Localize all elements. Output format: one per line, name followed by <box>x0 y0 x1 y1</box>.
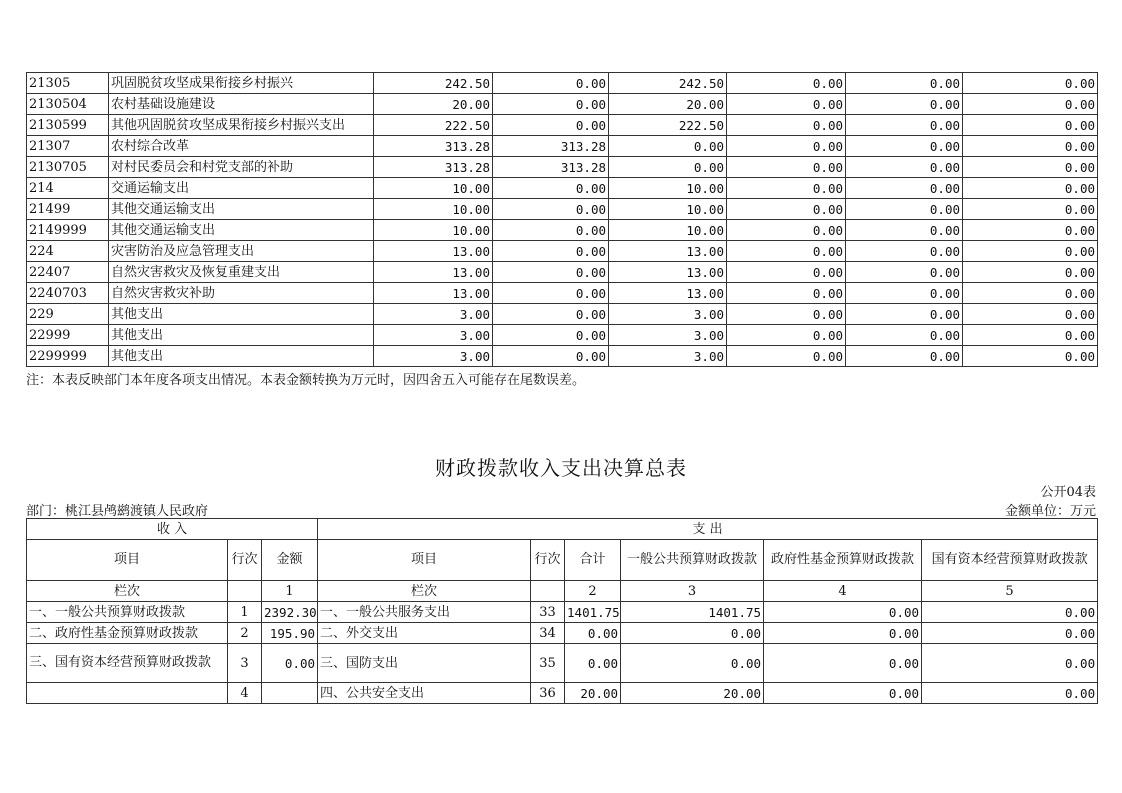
subject-name: 农村基础设施建设 <box>109 94 374 115</box>
table-row <box>27 683 1098 704</box>
amount-cell: 222.50 <box>609 115 727 136</box>
amount-cell: 3.00 <box>374 304 493 325</box>
expense-item-name: 一、一般公共服务支出 <box>318 602 531 623</box>
income-row-number: 1 <box>228 602 262 623</box>
subject-code: 21305 <box>27 73 109 94</box>
amount-cell: 0.00 <box>846 325 963 346</box>
fund-budget-amount: 0.00 <box>764 602 922 623</box>
unit-label: 金额单位：万元 <box>1004 504 1096 519</box>
amount-cell: 0.00 <box>963 73 1098 94</box>
amount-cell: 10.00 <box>609 220 727 241</box>
table-row <box>27 262 1098 283</box>
general-budget-amount: 20.00 <box>621 683 764 704</box>
table-row <box>27 220 1098 241</box>
amount-cell: 3.00 <box>609 346 727 367</box>
amount-cell: 0.00 <box>846 346 963 367</box>
expense-item-name: 四、公共安全支出 <box>318 683 531 704</box>
index-1: 1 <box>262 581 318 602</box>
income-item-name <box>27 683 228 704</box>
table-code: 公开04表 <box>1040 485 1096 500</box>
fiscal-summary-table <box>26 518 1098 704</box>
income-amount: 195.90 <box>262 623 318 644</box>
subject-name: 对村民委员会和村党支部的补助 <box>109 157 374 178</box>
table-row <box>27 115 1098 136</box>
amount-cell: 13.00 <box>609 241 727 262</box>
amount-cell: 242.50 <box>609 73 727 94</box>
amount-cell: 0.00 <box>493 220 609 241</box>
table-row <box>27 602 1098 623</box>
fund-budget-amount: 0.00 <box>764 683 922 704</box>
amount-cell: 10.00 <box>609 178 727 199</box>
amount-cell: 0.00 <box>493 94 609 115</box>
amount-cell: 313.28 <box>374 136 493 157</box>
col-item-header: 项目 <box>27 540 228 581</box>
expense-total: 1401.75 <box>565 602 621 623</box>
table-row <box>27 283 1098 304</box>
subject-name: 农村综合改革 <box>109 136 374 157</box>
amount-cell: 0.00 <box>727 73 846 94</box>
amount-cell: 0.00 <box>963 94 1098 115</box>
subject-code: 2130599 <box>27 115 109 136</box>
amount-cell: 0.00 <box>963 346 1098 367</box>
amount-cell: 0.00 <box>727 157 846 178</box>
amount-cell: 0.00 <box>963 136 1098 157</box>
income-item-name: 二、政府性基金预算财政拨款 <box>27 623 228 644</box>
subject-code: 224 <box>27 241 109 262</box>
amount-cell: 0.00 <box>846 73 963 94</box>
subject-name: 自然灾害救灾补助 <box>109 283 374 304</box>
amount-cell: 0.00 <box>493 199 609 220</box>
subject-name: 其他交通运输支出 <box>109 220 374 241</box>
subject-code: 22407 <box>27 262 109 283</box>
state-capital-amount: 0.00 <box>922 644 1098 683</box>
subject-code: 229 <box>27 304 109 325</box>
amount-cell: 0.00 <box>963 157 1098 178</box>
subject-name: 自然灾害救灾及恢复重建支出 <box>109 262 374 283</box>
table-note: 注：本表反映部门本年度各项支出情况。本表金额转换为万元时，因四舍五入可能存在尾数误差。 <box>26 373 586 388</box>
amount-cell: 0.00 <box>727 220 846 241</box>
table-row <box>27 241 1098 262</box>
expenditure-detail-table <box>26 72 1098 367</box>
income-row-number: 4 <box>228 683 262 704</box>
subject-name: 其他巩固脱贫攻坚成果衔接乡村振兴支出 <box>109 115 374 136</box>
expense-row-number: 34 <box>531 623 565 644</box>
amount-cell: 0.00 <box>846 220 963 241</box>
amount-cell: 0.00 <box>846 115 963 136</box>
expense-row-number: 36 <box>531 683 565 704</box>
subject-name: 灾害防治及应急管理支出 <box>109 241 374 262</box>
table-row <box>27 346 1098 367</box>
expense-total: 0.00 <box>565 644 621 683</box>
index-4: 4 <box>764 581 922 602</box>
amount-cell: 0.00 <box>846 199 963 220</box>
col-general-header: 一般公共预算财政拨款 <box>621 540 764 581</box>
amount-cell: 3.00 <box>374 325 493 346</box>
amount-cell: 0.00 <box>727 346 846 367</box>
subject-code: 2149999 <box>27 220 109 241</box>
col-fund-header: 政府性基金预算财政拨款 <box>764 540 922 581</box>
amount-cell: 0.00 <box>493 241 609 262</box>
amount-cell: 0.00 <box>727 262 846 283</box>
table-row <box>27 178 1098 199</box>
page-title: 财政拨款收入支出决算总表 <box>435 456 687 480</box>
amount-cell: 0.00 <box>727 94 846 115</box>
table-row <box>27 644 1098 683</box>
amount-cell: 0.00 <box>727 304 846 325</box>
amount-cell: 0.00 <box>609 157 727 178</box>
index-empty <box>531 581 565 602</box>
subject-name: 其他支出 <box>109 325 374 346</box>
subject-code: 2240703 <box>27 283 109 304</box>
department-label: 部门：桃江县鸬鹚渡镇人民政府 <box>26 504 209 519</box>
amount-cell: 3.00 <box>609 304 727 325</box>
amount-cell: 0.00 <box>493 304 609 325</box>
amount-cell: 0.00 <box>963 199 1098 220</box>
expense-total: 20.00 <box>565 683 621 704</box>
subject-code: 22999 <box>27 325 109 346</box>
subject-name: 其他交通运输支出 <box>109 199 374 220</box>
table-row <box>27 94 1098 115</box>
index-2: 2 <box>565 581 621 602</box>
col-amount-header: 金额 <box>262 540 318 581</box>
amount-cell: 242.50 <box>374 73 493 94</box>
amount-cell: 13.00 <box>609 262 727 283</box>
col-state-header: 国有资本经营预算财政拨款 <box>922 540 1098 581</box>
amount-cell: 0.00 <box>846 178 963 199</box>
amount-cell: 0.00 <box>963 325 1098 346</box>
amount-cell: 0.00 <box>493 346 609 367</box>
subject-name: 交通运输支出 <box>109 178 374 199</box>
col-item2-header: 项目 <box>318 540 531 581</box>
expense-total: 0.00 <box>565 623 621 644</box>
subject-name: 其他支出 <box>109 304 374 325</box>
expense-row-number: 35 <box>531 644 565 683</box>
amount-cell: 0.00 <box>846 136 963 157</box>
amount-cell: 0.00 <box>963 115 1098 136</box>
fund-budget-amount: 0.00 <box>764 623 922 644</box>
amount-cell: 0.00 <box>493 178 609 199</box>
amount-cell: 10.00 <box>374 220 493 241</box>
amount-cell: 0.00 <box>963 178 1098 199</box>
income-amount: 2392.30 <box>262 602 318 623</box>
table-row <box>27 199 1098 220</box>
fund-budget-amount: 0.00 <box>764 644 922 683</box>
income-item-name: 三、国有资本经营预算财政拨款 <box>27 644 228 683</box>
general-budget-amount: 0.00 <box>621 623 764 644</box>
amount-cell: 313.28 <box>374 157 493 178</box>
expense-header: 支 出 <box>318 519 1098 540</box>
income-amount <box>262 683 318 704</box>
table-row <box>27 325 1098 346</box>
expense-item-name: 三、国防支出 <box>318 644 531 683</box>
general-budget-amount: 1401.75 <box>621 602 764 623</box>
amount-cell: 10.00 <box>374 199 493 220</box>
amount-cell: 313.28 <box>493 157 609 178</box>
subject-name: 其他支出 <box>109 346 374 367</box>
amount-cell: 20.00 <box>609 94 727 115</box>
col-total-header: 合计 <box>565 540 621 581</box>
amount-cell: 0.00 <box>963 262 1098 283</box>
amount-cell: 0.00 <box>727 136 846 157</box>
amount-cell: 20.00 <box>374 94 493 115</box>
state-capital-amount: 0.00 <box>922 602 1098 623</box>
amount-cell: 0.00 <box>493 73 609 94</box>
amount-cell: 0.00 <box>846 304 963 325</box>
amount-cell: 222.50 <box>374 115 493 136</box>
table-row <box>27 73 1098 94</box>
subject-code: 214 <box>27 178 109 199</box>
general-budget-amount: 0.00 <box>621 644 764 683</box>
index-5: 5 <box>922 581 1098 602</box>
income-item-name: 一、一般公共预算财政拨款 <box>27 602 228 623</box>
subject-code: 2130705 <box>27 157 109 178</box>
amount-cell: 0.00 <box>727 241 846 262</box>
amount-cell: 0.00 <box>727 199 846 220</box>
amount-cell: 0.00 <box>727 325 846 346</box>
amount-cell: 0.00 <box>846 157 963 178</box>
index-label: 栏次 <box>27 581 228 602</box>
amount-cell: 0.00 <box>727 115 846 136</box>
amount-cell: 13.00 <box>609 283 727 304</box>
expense-item-name: 二、外交支出 <box>318 623 531 644</box>
amount-cell: 0.00 <box>846 262 963 283</box>
amount-cell: 0.00 <box>609 136 727 157</box>
amount-cell: 0.00 <box>493 325 609 346</box>
expense-row-number: 33 <box>531 602 565 623</box>
amount-cell: 0.00 <box>846 94 963 115</box>
table-row <box>27 623 1098 644</box>
index-3: 3 <box>621 581 764 602</box>
amount-cell: 0.00 <box>963 220 1098 241</box>
amount-cell: 0.00 <box>963 283 1098 304</box>
amount-cell: 0.00 <box>493 262 609 283</box>
subject-code: 2130504 <box>27 94 109 115</box>
state-capital-amount: 0.00 <box>922 623 1098 644</box>
col-row-header: 行次 <box>228 540 262 581</box>
subject-code: 21307 <box>27 136 109 157</box>
index-label-2: 栏次 <box>318 581 531 602</box>
state-capital-amount: 0.00 <box>922 683 1098 704</box>
subject-name: 巩固脱贫攻坚成果衔接乡村振兴 <box>109 73 374 94</box>
col-row2-header: 行次 <box>531 540 565 581</box>
amount-cell: 10.00 <box>609 199 727 220</box>
subject-code: 2299999 <box>27 346 109 367</box>
income-amount: 0.00 <box>262 644 318 683</box>
subject-code: 21499 <box>27 199 109 220</box>
income-row-number: 2 <box>228 623 262 644</box>
table-row <box>27 157 1098 178</box>
amount-cell: 13.00 <box>374 262 493 283</box>
amount-cell: 13.00 <box>374 241 493 262</box>
index-empty <box>228 581 262 602</box>
amount-cell: 13.00 <box>374 283 493 304</box>
amount-cell: 0.00 <box>727 283 846 304</box>
amount-cell: 0.00 <box>493 115 609 136</box>
amount-cell: 0.00 <box>846 241 963 262</box>
income-header: 收 入 <box>27 519 318 540</box>
amount-cell: 3.00 <box>374 346 493 367</box>
amount-cell: 10.00 <box>374 178 493 199</box>
amount-cell: 3.00 <box>609 325 727 346</box>
amount-cell: 0.00 <box>963 241 1098 262</box>
amount-cell: 0.00 <box>963 304 1098 325</box>
amount-cell: 0.00 <box>727 178 846 199</box>
income-row-number: 3 <box>228 644 262 683</box>
amount-cell: 0.00 <box>846 283 963 304</box>
table-row <box>27 136 1098 157</box>
amount-cell: 313.28 <box>493 136 609 157</box>
table-row <box>27 304 1098 325</box>
amount-cell: 0.00 <box>493 283 609 304</box>
